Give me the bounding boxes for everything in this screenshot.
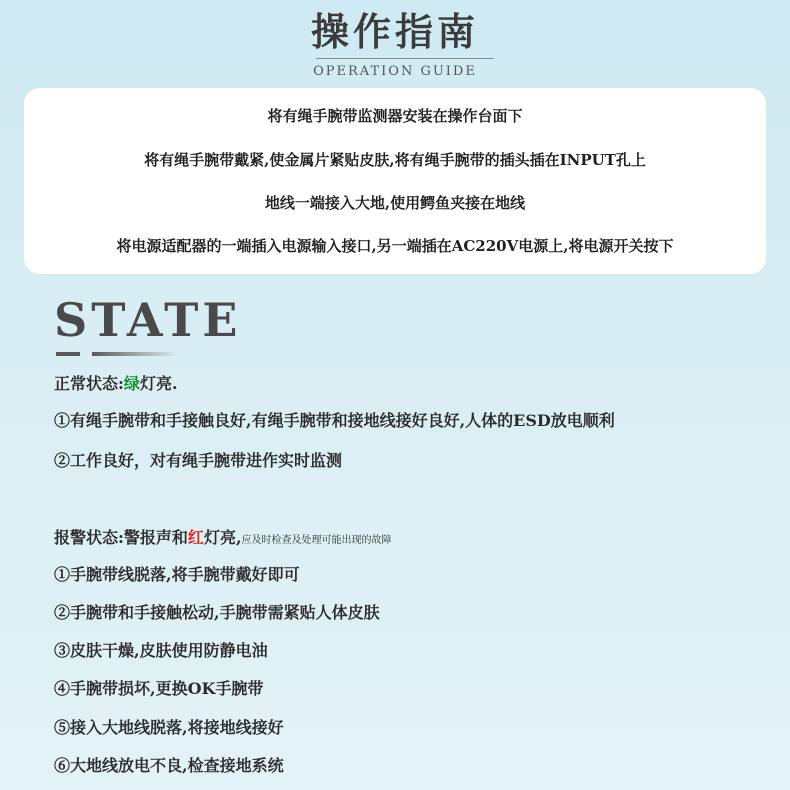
- alarm-item-6: ⑥大地线放电不良,检查接地系统: [54, 756, 284, 775]
- normal-state-prefix: 正常状态:: [54, 374, 124, 393]
- guide-step-2: 将有绳手腕带戴紧,使金属片紧贴皮肤,将有绳手腕带的插头插在INPUT孔上: [144, 151, 646, 169]
- normal-state-color-word: 绿: [123, 374, 140, 393]
- alarm-state-line: [54, 526, 392, 553]
- alarm-item-5: ⑤接入大地线脱落,将接地线接好: [54, 718, 284, 737]
- alarm-item-4: ④手腕带损坏,更换OK手腕带: [54, 679, 264, 698]
- alarm-state-prefix: 报警状态:警报声和: [54, 528, 188, 547]
- alarm-state-note: 应及时检查及处理可能出现的故障: [241, 535, 392, 546]
- state-decoration-bar: [56, 352, 80, 356]
- alarm-state-suffix: 灯亮,: [203, 528, 242, 547]
- normal-state-item-2: ②工作良好，对有绳手腕带进作实时监测: [54, 451, 343, 470]
- guide-step-4: 将电源适配器的一端插入电源输入接口,另一端插在AC220V电源上,将电源开关按下: [116, 237, 674, 255]
- normal-state-item-1: ①有绳手腕带和手接触良好,有绳手腕带和接地线接好良好,人体的ESD放电顺利: [54, 411, 615, 430]
- alarm-item-3: ③皮肤干燥,皮肤使用防静电油: [54, 641, 268, 660]
- operation-guide-card: [24, 88, 766, 274]
- page-title: 操作指南: [310, 9, 479, 54]
- state-heading: STATE: [54, 293, 242, 347]
- guide-step-3: 地线一端接入大地,使用鳄鱼夹接在地线: [264, 194, 526, 212]
- page-subtitle: OPERATION GUIDE: [313, 64, 477, 79]
- alarm-item-2: ②手腕带和手接触松动,手腕带需紧贴人体皮肤: [54, 603, 380, 622]
- alarm-item-1: ①手腕带线脱落,将手腕带戴好即可: [54, 565, 300, 584]
- normal-state-suffix: 灯亮.: [139, 374, 178, 393]
- alarm-state-color-word: 红: [187, 528, 204, 547]
- title-underline: [316, 58, 494, 59]
- state-decoration-fade-bar: [92, 352, 178, 356]
- normal-state-line: [54, 372, 178, 396]
- guide-step-1: 将有绳手腕带监测器安装在操作台面下: [267, 107, 523, 125]
